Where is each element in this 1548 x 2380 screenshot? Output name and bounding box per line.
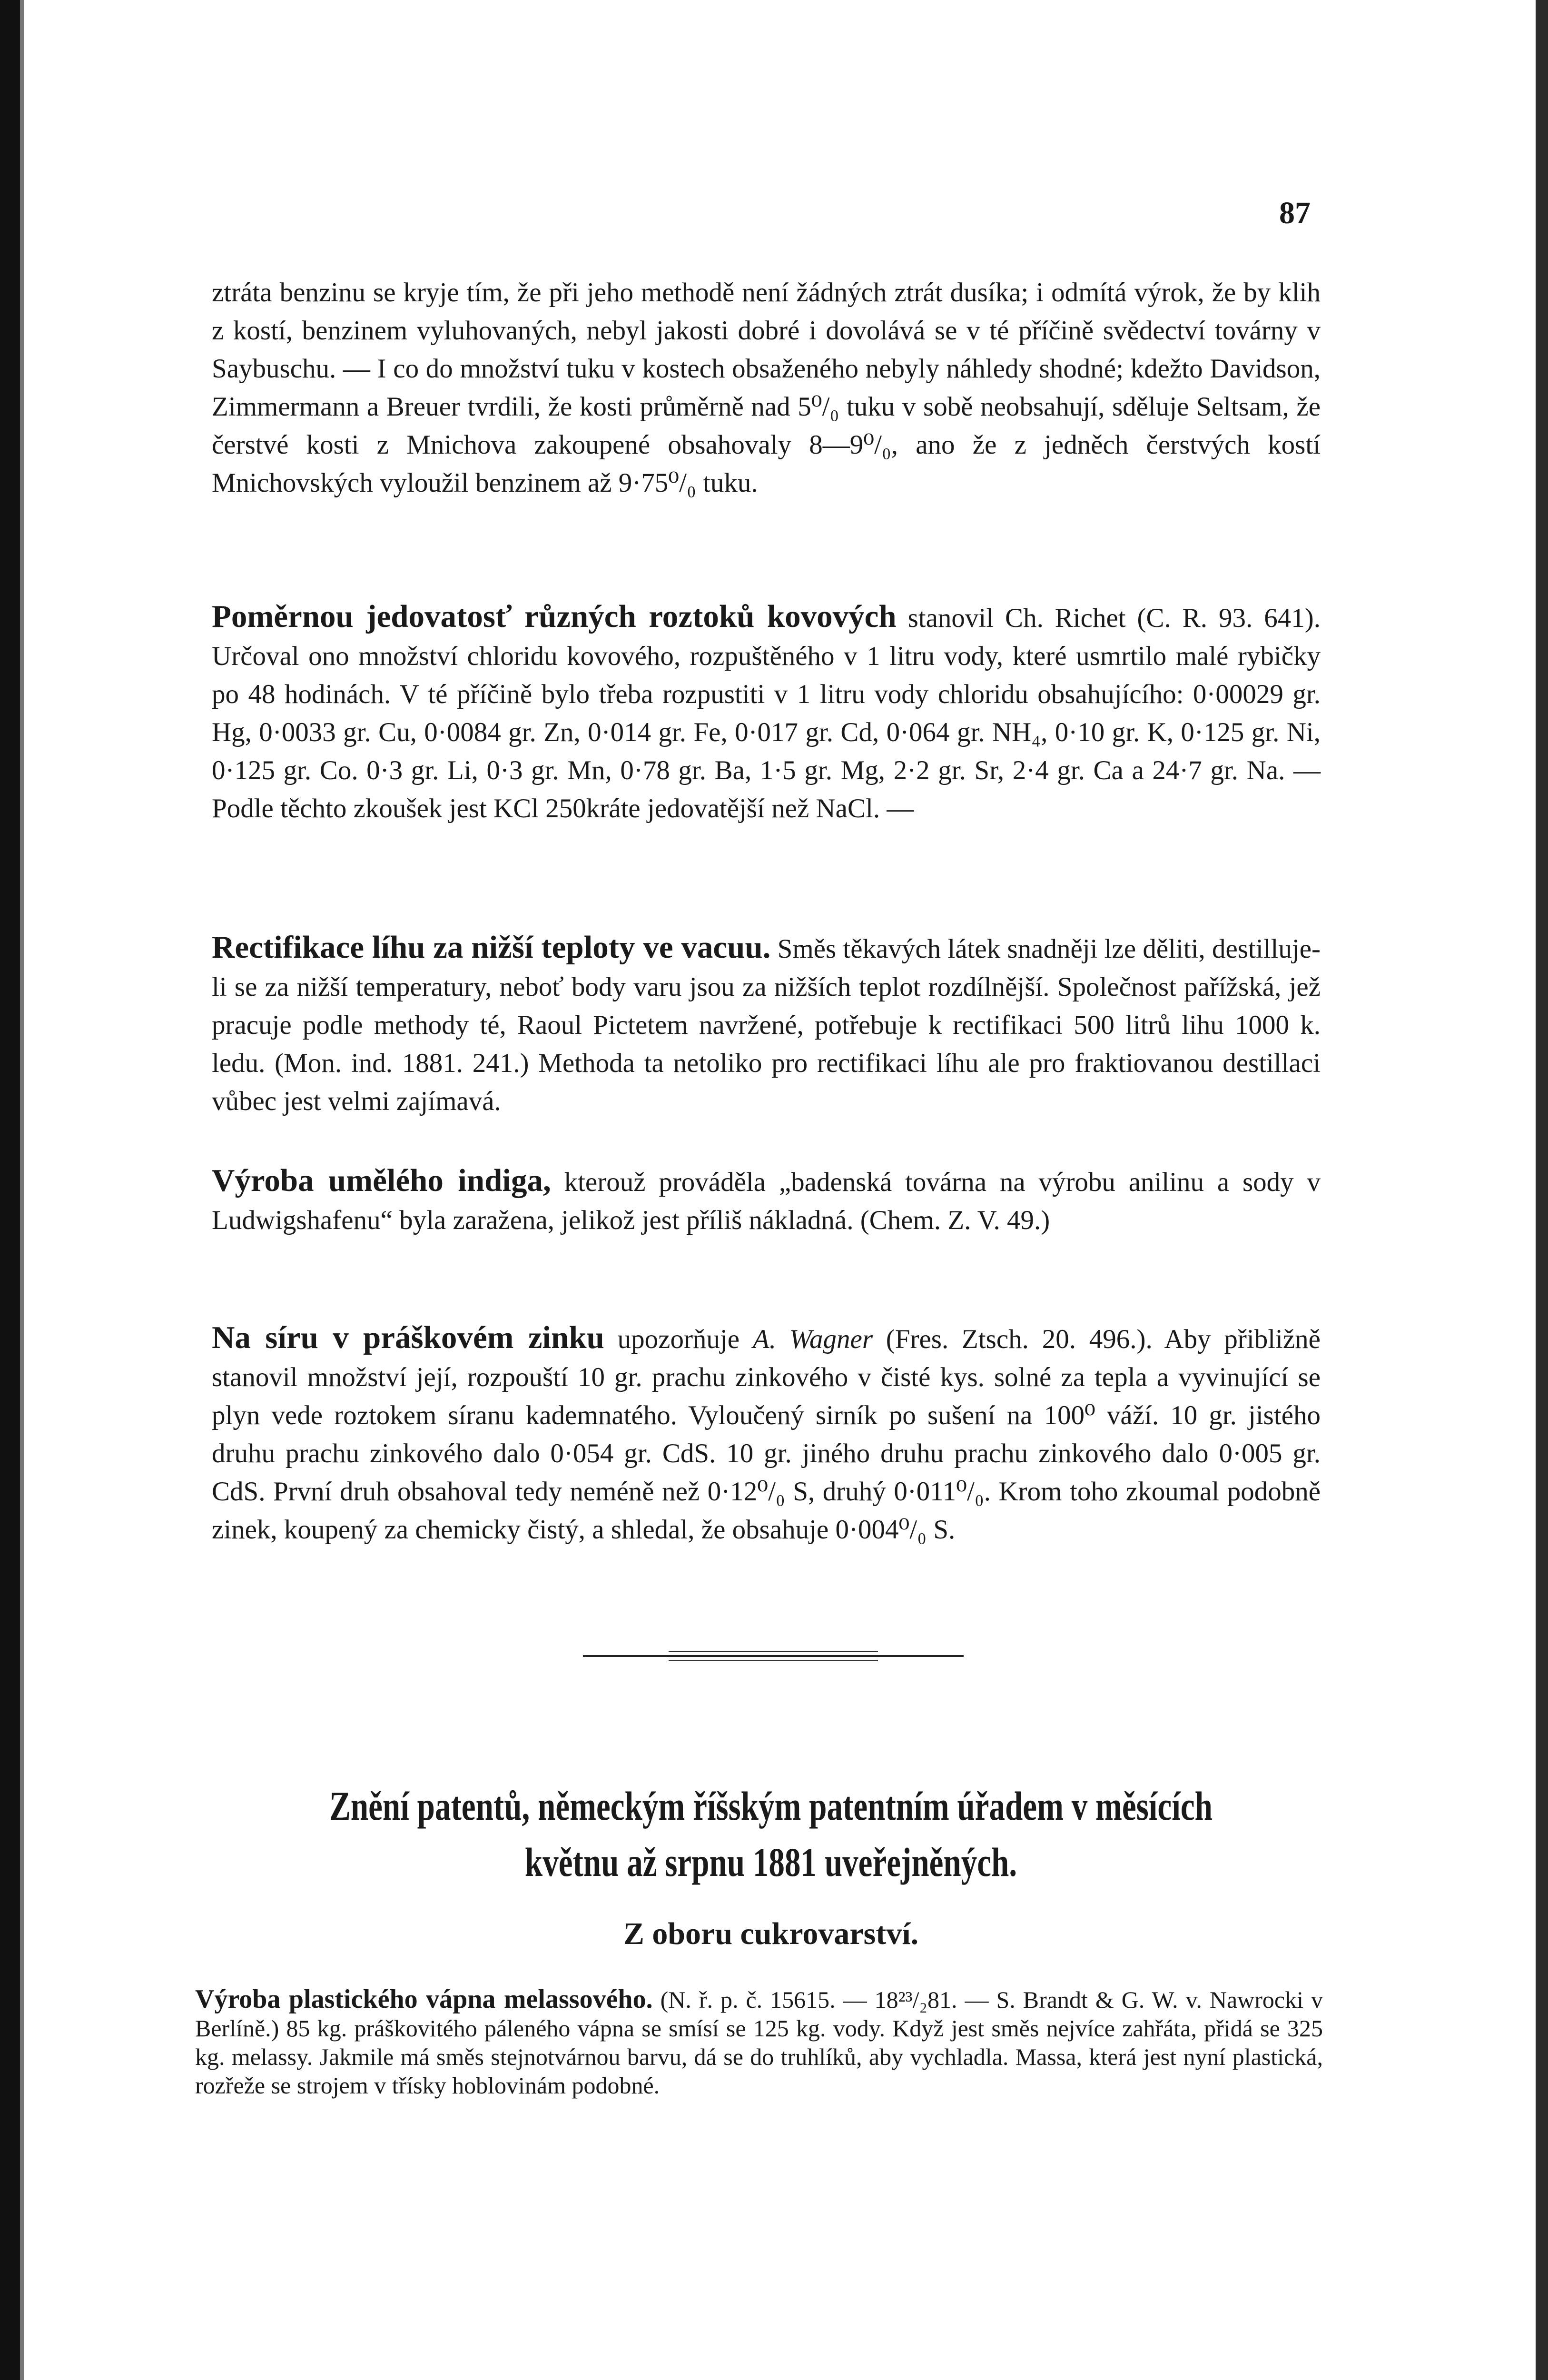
patent-text: (N. ř. p. č. 15615. — 18²³/₂81. — S. Brandt & G. W. v. Nawrocki v Berlíně.) 85 kg. práškovitého páleného vápna se smísí se 125 kg. vody. Když jest směs nejvíce zahřáta, přidá se 325 kg. melassy. Jakmile má směs stejnotvárnou barvu, dá se do truhlíků, aby vychladla. Massa, která jest nyní plastická, rozřeže se strojem v třísky hoblovinám podobné. (195, 1986, 1323, 2099)
section-divider (583, 1649, 964, 1664)
scan-border-right (1536, 0, 1548, 2380)
paragraph-heading: Rectifikace líhu za nižší teploty ve vacuu. (212, 930, 771, 965)
page-number: 87 (1279, 196, 1311, 230)
patent-heading: Výroba plastického vápna melassového. (195, 1984, 653, 2014)
paragraph-heading: Výroba umělého indiga, (212, 1163, 551, 1198)
paragraph-text: kterouž prováděla „badenská továrna na výrobu anilinu a sody v Ludwigshafenu“ byla zaražena, jelikož jest příliš nákladná. (Chem. Z. V. 49.) (212, 1167, 1321, 1235)
paragraph-text: stanovil Ch. Richet (C. R. 93. 641). Určoval ono množství chloridu kovového, rozpuštěného v 1 litru vody, které usmrtilo malé rybičky po 48 hodinách. V té příčině bylo třeba rozpustiti v 1 litru vody chloridu obsahujícího: 0·00029 gr. Hg, 0·0033 gr. Cu, 0·0084 gr. Zn, 0·014 gr. Fe, 0·017 gr. Cd, 0·064 gr. NH₄, 0·10 gr. K, 0·125 gr. Ni, 0·125 gr. Co. 0·3 gr. Li, 0·3 gr. Mn, 0·78 gr. Ba, 1·5 gr. Mg, 2·2 gr. Sr, 2·4 gr. Ca a 24·7 gr. Na. — Podle těchto zkoušek jest KCl 250kráte jedovatější než NaCl. — (212, 603, 1321, 823)
paragraph-benzin (212, 274, 1321, 502)
paragraph-text: (Fres. Ztsch. 20. 496.). Aby přibližně stanovil množství její, rozpouští 10 gr. prachu zinkového v čisté kys. solné za tepla a vyvinující se plyn vede roztokem síranu kademnatého. Vyloučený sirník po sušení na 100⁰ váží. 10 gr. jistého druhu prachu zinkového dalo 0·054 gr. CdS. 10 gr. jiného druhu prachu zinkového dalo 0·005 gr. CdS. První druh obsahoval tedy neméně než 0·12⁰/₀ S, druhý 0·011⁰/₀. Krom toho zkoumal podobně zinek, koupený za chemicky čistý, a shledal, že obsahuje 0·004⁰/₀ S. (212, 1324, 1321, 1545)
paragraph-zinc (212, 1319, 1321, 1549)
subsection-title: Z oboru cukrovarství. (623, 1916, 919, 1951)
section-title: Znění patentů, německým říšským patentním úřadem v měsících květnu až srpnu 1881 uveřejněných. (329, 1783, 1213, 1885)
author-name: A. Wagner (752, 1324, 873, 1354)
paragraph-heading: Na síru v práškovém zinku (212, 1320, 604, 1355)
paragraph-rectification (212, 928, 1321, 1121)
paragraph-heading: Poměrnou jedovatosť různých roztoků kovových (212, 599, 897, 634)
paragraph-text: upozorňuje (604, 1324, 753, 1354)
scan-border-left (0, 0, 20, 2380)
paragraph-text: ztráta benzinu se kryje tím, že při jeho methodě není žádných ztrát dusíka; i odmítá výrok, že by klih z kostí, benzinem vyluhovaných, nebyl jakosti dobré i dovolává se v té příčině svědectví továrny v Saybuschu. — I co do množství tuku v kostech obsaženého nebyly náhledy shodné; kdežto Davidson, Zimmermann a Breuer tvrdili, že kosti průměrně nad 5⁰/₀ tuku v sobě neobsahují, sděluje Seltsam, že čerstvé kosti z Mnichova zakoupené obsahovaly 8—9⁰/₀, ano že z jedněch čerstvých kostí Mnichovských vyloužil benzinem až 9·75⁰/₀ tuku. (212, 278, 1321, 498)
paragraph-indigo (212, 1161, 1321, 1240)
patent-entry (195, 1985, 1323, 2100)
paragraph-text: Směs těkavých látek snadněji lze děliti, destilluje-li se za nižší temperatury, neboť body varu jsou za nižších teplot rozdílnější. Společnost pařížská, jež pracuje podle methody té, Raoul Pictetem navržené, potřebuje k rectifikaci 500 litrů lihu 1000 k. ledu. (Mon. ind. 1881. 241.) Methoda ta netoliko pro rectifikaci líhu ale pro fraktiovanou destillaci vůbec jest velmi zajímavá. (212, 934, 1321, 1116)
scan-border-shadow (20, 0, 24, 2380)
paragraph-toxicity (212, 597, 1321, 828)
